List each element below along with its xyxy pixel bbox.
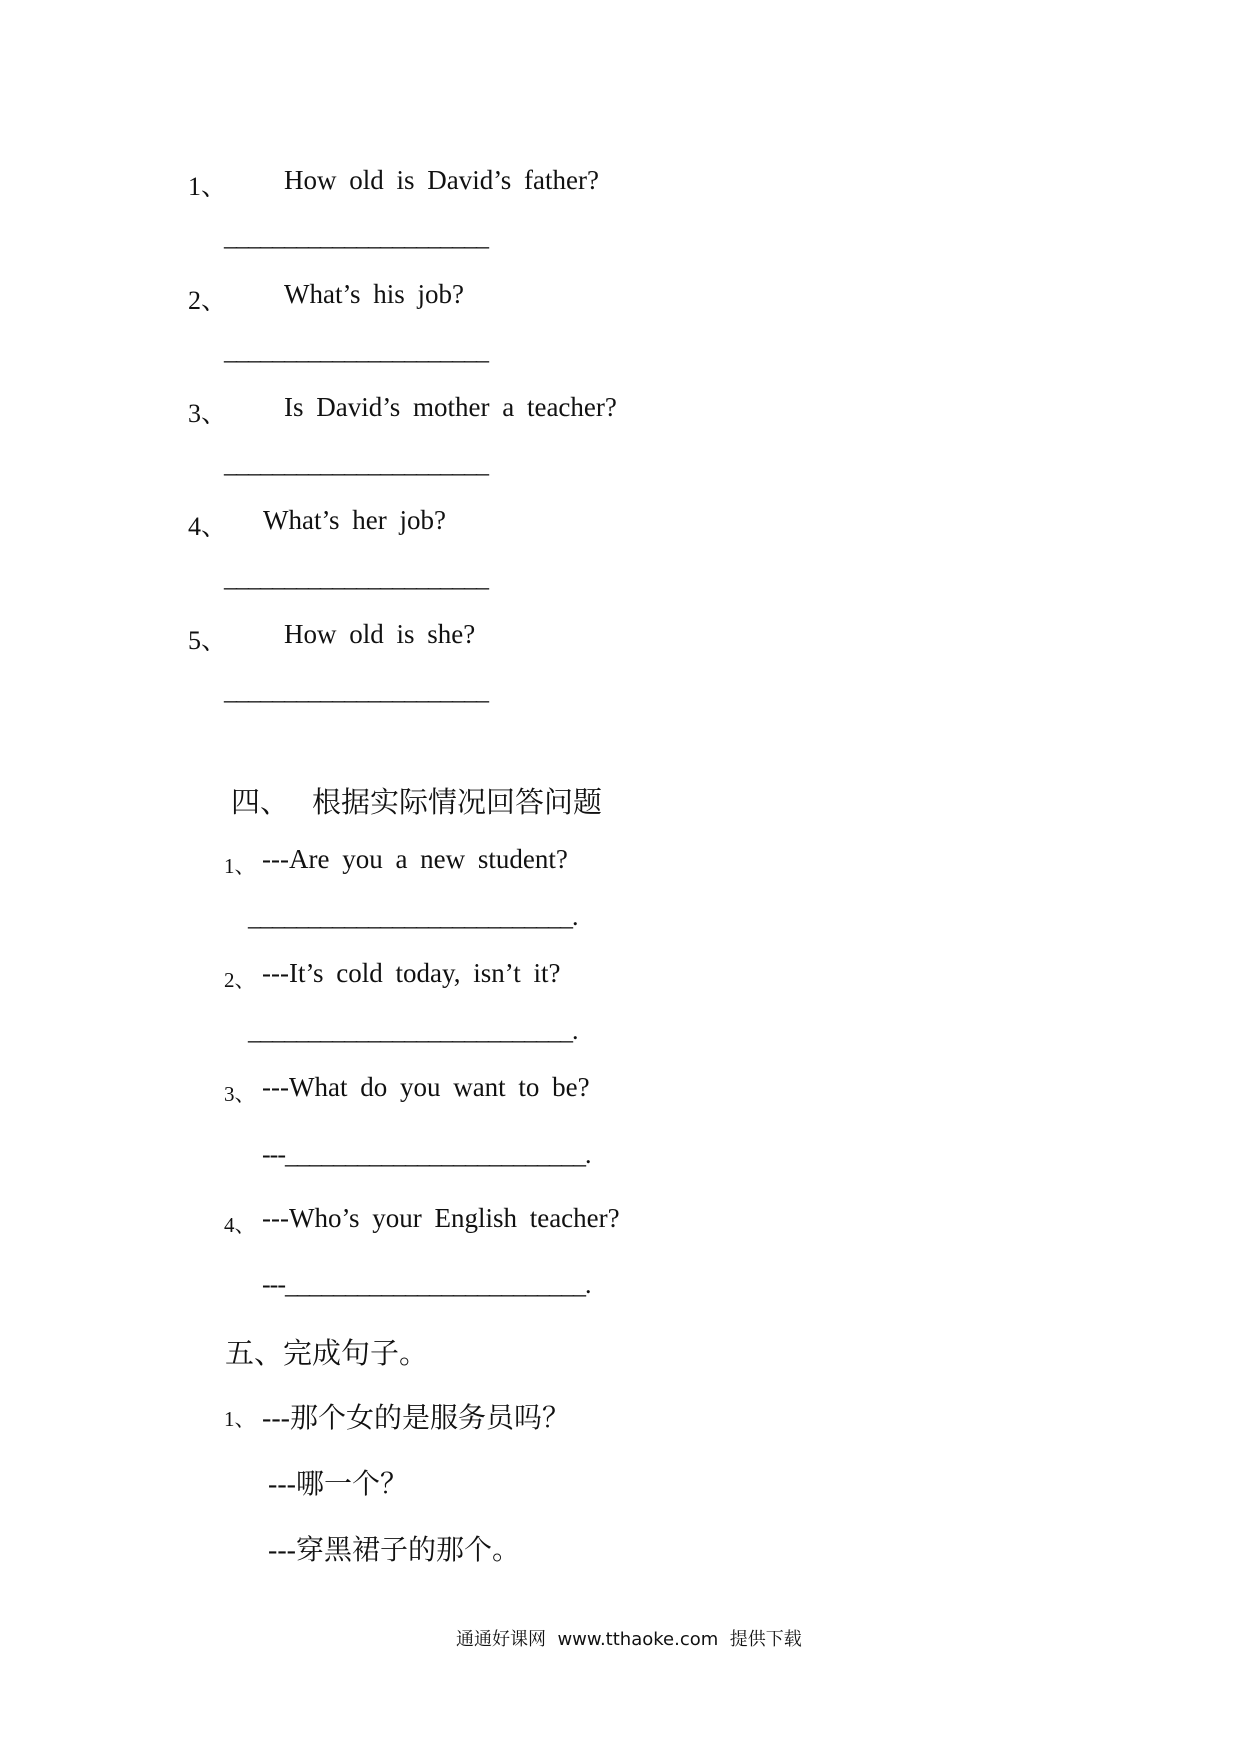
- question-number: 2、: [188, 286, 228, 315]
- section4-heading-number: 四、: [231, 787, 290, 819]
- question-text: Is David’s mother a teacher?: [284, 392, 617, 422]
- question-number: 2、: [224, 968, 256, 992]
- footer-text: 通通好课网 www.tthaoke.com 提供下载: [456, 1629, 802, 1650]
- section4-heading: 根据实际情况回答问题: [312, 787, 603, 819]
- answer-blank[interactable]: ______________________: [224, 336, 488, 365]
- answer-blank[interactable]: ______________________: [224, 563, 488, 592]
- question-number: 4、: [188, 512, 228, 541]
- question-text: ---What do you want to be?: [262, 1072, 590, 1102]
- question-text: ---Who’s your English teacher?: [262, 1203, 620, 1233]
- question-number: 3、: [188, 399, 228, 428]
- question-number: 1、: [188, 172, 228, 201]
- question-number: 5、: [188, 626, 228, 655]
- answer-blank[interactable]: ______________________: [224, 222, 488, 251]
- answer-blank[interactable]: ___________________________.: [248, 902, 578, 931]
- question-number: 1、: [224, 854, 256, 878]
- question-text: What’s his job?: [284, 279, 464, 309]
- dialogue-line: ---穿黑裙子的那个。: [268, 1535, 520, 1566]
- answer-blank[interactable]: ______________________: [224, 449, 488, 478]
- question-number: 4、: [224, 1213, 256, 1237]
- answer-blank[interactable]: ___________________________.: [248, 1016, 578, 1045]
- question-text: How old is she?: [284, 619, 476, 649]
- answer-blank[interactable]: ---_________________________.: [262, 1270, 591, 1299]
- question-text: What’s her job?: [263, 505, 446, 535]
- dialogue-line: ---哪一个？: [268, 1469, 408, 1500]
- answer-blank[interactable]: ---_________________________.: [262, 1140, 591, 1169]
- section5-heading: 五、完成句子。: [225, 1338, 429, 1370]
- question-text: How old is David’s father?: [284, 165, 599, 195]
- question-text: ---Are you a new student?: [262, 844, 568, 874]
- question-number: 1、: [224, 1407, 256, 1431]
- question-number: 3、: [224, 1082, 256, 1106]
- dialogue-line: ---那个女的是服务员吗？: [262, 1403, 570, 1434]
- answer-blank[interactable]: ______________________: [224, 676, 488, 705]
- question-text: ---It’s cold today, isn’t it?: [262, 958, 561, 988]
